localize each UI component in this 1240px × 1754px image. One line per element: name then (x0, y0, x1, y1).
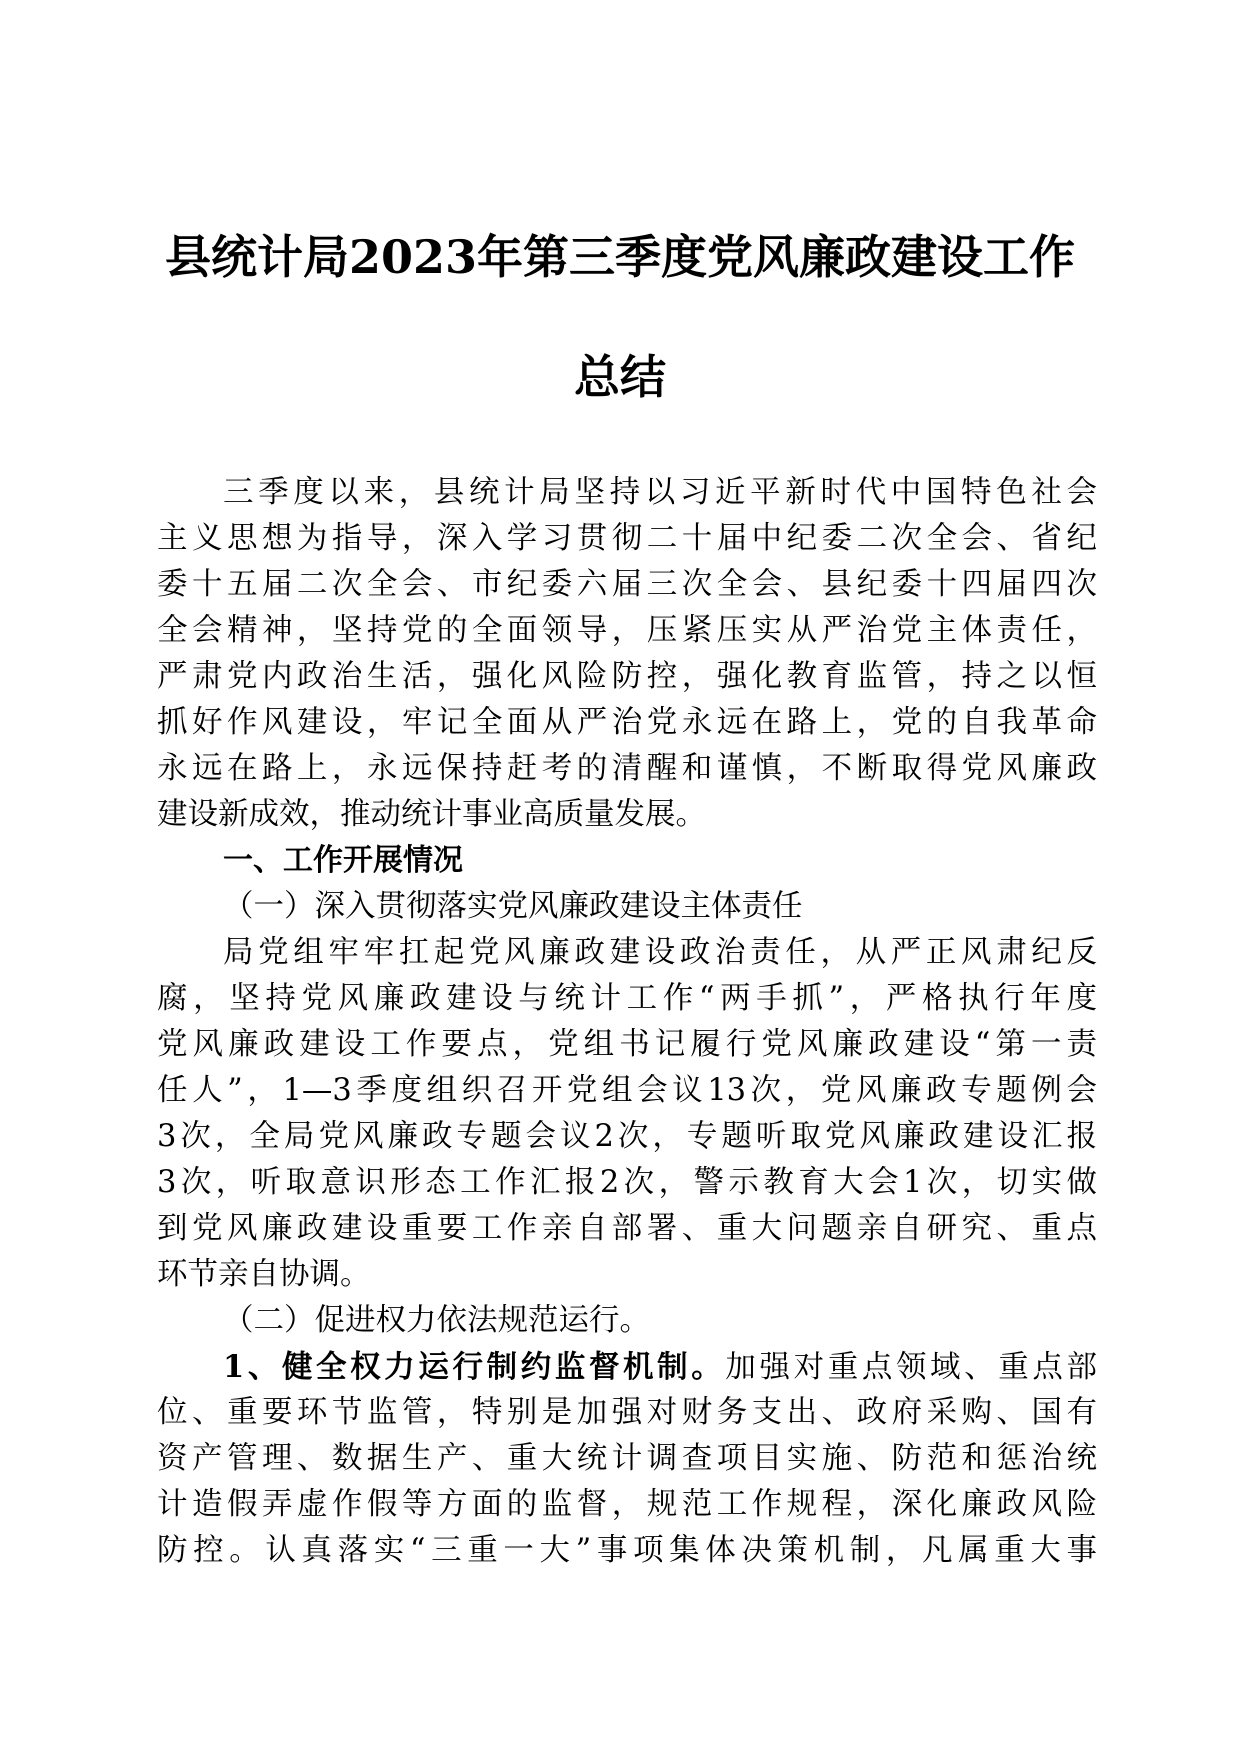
paragraph-line: 局党组牢牢扛起党风廉政建设政治责任，从严正风肃纪反 (223, 935, 1097, 970)
paragraph-line (157, 1344, 1097, 1390)
paragraph-line: 委十五届二次全会、市纪委六届三次全会、县纪委十四届四次 (157, 567, 1097, 602)
item1-paragraph (157, 1344, 1097, 1574)
item1-bold-lead: 1、健全权力运行制约监督机制。 (223, 1349, 726, 1385)
paragraph-line: 3次，听取意识形态工作汇报2次，警示教育大会1次，切实做 (157, 1165, 1097, 1200)
paragraph-line: 环节亲自协调。 (157, 1257, 371, 1292)
item1-first-line-rest: 加强对重点领域、重点部 (725, 1350, 1097, 1385)
sub-heading-2: （二）促进权力依法规范运行。 (223, 1303, 650, 1338)
paragraph-line: 位、重要环节监管，特别是加强对财务支出、政府采购、国有 (157, 1395, 1097, 1430)
paragraph-line: 党风廉政建设工作要点，党组书记履行党风廉政建设“第一责 (157, 1027, 1097, 1062)
paragraph-line: 资产管理、数据生产、重大统计调查项目实施、防范和惩治统 (157, 1441, 1097, 1476)
document-title-line-2: 总结 (574, 350, 666, 404)
sub1-paragraph (157, 930, 1097, 1298)
paragraph-line: 3次，全局党风廉政专题会议2次，专题听取党风廉政建设汇报 (157, 1119, 1097, 1154)
paragraph-line: 防控。认真落实“三重一大”事项集体决策机制，凡属重大事 (157, 1533, 1097, 1568)
paragraph-line: 腐，坚持党风廉政建设与统计工作“两手抓”，严格执行年度 (157, 981, 1097, 1016)
intro-paragraph (157, 470, 1097, 838)
document-body (157, 470, 1097, 1574)
paragraph-line: 计造假弄虚作假等方面的监督，规范工作规程，深化廉政风险 (157, 1487, 1097, 1522)
paragraph-line: 严肃党内政治生活，强化风险防控，强化教育监管，持之以恒 (157, 659, 1097, 694)
document-title-line-1: 县统计局2023年第三季度党风廉政建设工作 (164, 230, 1076, 284)
paragraph-line: 永远在路上，永远保持赶考的清醒和谨慎，不断取得党风廉政 (157, 751, 1097, 786)
sub-heading-1: （一）深入贯彻落实党风廉政建设主体责任 (223, 889, 803, 924)
paragraph-line: 建设新成效，推动统计事业高质量发展。 (157, 797, 706, 832)
paragraph-line: 任人”，1—3季度组织召开党组会议13次，党风廉政专题例会 (157, 1073, 1097, 1108)
section-heading-1: 一、工作开展情况 (223, 843, 463, 878)
paragraph-line: 到党风廉政建设重要工作亲自部署、重大问题亲自研究、重点 (157, 1211, 1097, 1246)
paragraph-line: 全会精神，坚持党的全面领导，压紧压实从严治党主体责任， (157, 613, 1097, 648)
paragraph-line: 抓好作风建设，牢记全面从严治党永远在路上，党的自我革命 (157, 705, 1097, 740)
paragraph-line: 主义思想为指导，深入学习贯彻二十届中纪委二次全会、省纪 (157, 521, 1097, 556)
paragraph-line: 三季度以来，县统计局坚持以习近平新时代中国特色社会 (223, 475, 1097, 510)
